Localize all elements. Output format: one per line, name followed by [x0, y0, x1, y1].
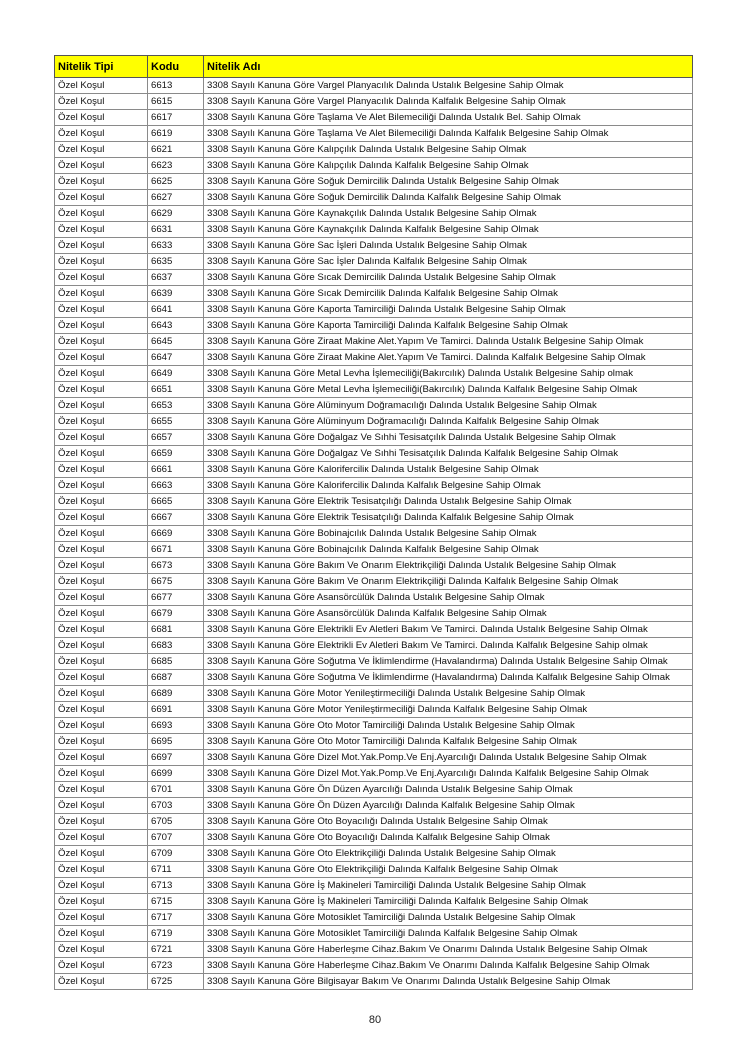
- cell-nitelik-tipi: Özel Koşul: [55, 878, 148, 894]
- cell-nitelik-tipi: Özel Koşul: [55, 846, 148, 862]
- cell-kodu: 6621: [148, 142, 204, 158]
- table-header: [55, 56, 693, 78]
- table-row: [55, 174, 693, 190]
- table-row: [55, 574, 693, 590]
- table-row: [55, 126, 693, 142]
- header-kodu: Kodu: [148, 56, 204, 78]
- table-row: [55, 462, 693, 478]
- table-row: [55, 222, 693, 238]
- cell-nitelik-tipi: Özel Koşul: [55, 542, 148, 558]
- cell-nitelik-tipi: Özel Koşul: [55, 670, 148, 686]
- table-row: [55, 318, 693, 334]
- cell-nitelik-adi: 3308 Sayılı Kanuna Göre Kalıpçılık Dalında Kalfalık Belgesine Sahip Olmak: [204, 158, 693, 174]
- table-row: [55, 654, 693, 670]
- table-row: [55, 478, 693, 494]
- table-row: [55, 910, 693, 926]
- cell-nitelik-tipi: Özel Koşul: [55, 510, 148, 526]
- cell-nitelik-adi: 3308 Sayılı Kanuna Göre Metal Levha İşlemeciliği(Bakırcılık) Dalında Ustalık Belgesine Sahip olmak: [204, 366, 693, 382]
- cell-nitelik-adi: 3308 Sayılı Kanuna Göre Bakım Ve Onarım Elektrikçiliği Dalında Kalfalık Belgesine Sahip Olmak: [204, 574, 693, 590]
- table-row: [55, 142, 693, 158]
- cell-nitelik-tipi: Özel Koşul: [55, 718, 148, 734]
- cell-nitelik-adi: 3308 Sayılı Kanuna Göre Taşlama Ve Alet Bilemeciliği Dalında Kalfalık Belgesine Sahip Olmak: [204, 126, 693, 142]
- cell-kodu: 6651: [148, 382, 204, 398]
- cell-kodu: 6707: [148, 830, 204, 846]
- cell-nitelik-adi: 3308 Sayılı Kanuna Göre Oto Boyacılığı Dalında Kalfalık Belgesine Sahip Olmak: [204, 830, 693, 846]
- cell-kodu: 6671: [148, 542, 204, 558]
- cell-kodu: 6655: [148, 414, 204, 430]
- cell-nitelik-tipi: Özel Koşul: [55, 750, 148, 766]
- cell-nitelik-tipi: Özel Koşul: [55, 622, 148, 638]
- table-row: [55, 686, 693, 702]
- cell-nitelik-tipi: Özel Koşul: [55, 910, 148, 926]
- cell-kodu: 6669: [148, 526, 204, 542]
- cell-nitelik-adi: 3308 Sayılı Kanuna Göre Haberleşme Cihaz.Bakım Ve Onarımı Dalında Ustalık Belgesine Sahip Olmak: [204, 942, 693, 958]
- cell-nitelik-adi: 3308 Sayılı Kanuna Göre Alüminyum Doğramacılığı Dalında Kalfalık Belgesine Sahip Olmak: [204, 414, 693, 430]
- table-row: [55, 766, 693, 782]
- cell-nitelik-tipi: Özel Koşul: [55, 174, 148, 190]
- cell-nitelik-tipi: Özel Koşul: [55, 222, 148, 238]
- cell-kodu: 6711: [148, 862, 204, 878]
- cell-kodu: 6691: [148, 702, 204, 718]
- cell-kodu: 6673: [148, 558, 204, 574]
- cell-kodu: 6713: [148, 878, 204, 894]
- cell-kodu: 6647: [148, 350, 204, 366]
- cell-nitelik-tipi: Özel Koşul: [55, 286, 148, 302]
- cell-nitelik-adi: 3308 Sayılı Kanuna Göre Elektrik Tesisatçılığı Dalında Kalfalık Belgesine Sahip Olmak: [204, 510, 693, 526]
- cell-nitelik-tipi: Özel Koşul: [55, 558, 148, 574]
- table-row: [55, 366, 693, 382]
- cell-nitelik-adi: 3308 Sayılı Kanuna Göre Soğutma Ve İklimlendirme (Havalandırma) Dalında Kalfalık Belgesine Sahip Olmak: [204, 670, 693, 686]
- table-row: [55, 382, 693, 398]
- cell-nitelik-adi: 3308 Sayılı Kanuna Göre Dizel Mot.Yak.Pomp.Ve Enj.Ayarcılığı Dalında Ustalık Belgesine Sahip Olmak: [204, 750, 693, 766]
- cell-kodu: 6679: [148, 606, 204, 622]
- cell-nitelik-tipi: Özel Koşul: [55, 158, 148, 174]
- cell-kodu: 6631: [148, 222, 204, 238]
- table-row: [55, 862, 693, 878]
- cell-kodu: 6617: [148, 110, 204, 126]
- cell-nitelik-adi: 3308 Sayılı Kanuna Göre Kaloriferciliк Dalında Ustalık Belgesine Sahip Olmak: [204, 462, 693, 478]
- cell-nitelik-adi: 3308 Sayılı Kanuna Göre Alüminyum Doğramacılığı Dalında Ustalık Belgesine Sahip Olmak: [204, 398, 693, 414]
- cell-kodu: 6719: [148, 926, 204, 942]
- cell-nitelik-adi: 3308 Sayılı Kanuna Göre Elektrikli Ev Aletleri Bakım Ve Tamirci. Dalında Ustalık Belgesine Sahip Olmak: [204, 622, 693, 638]
- table-row: [55, 190, 693, 206]
- table-row: [55, 350, 693, 366]
- cell-nitelik-tipi: Özel Koşul: [55, 574, 148, 590]
- cell-nitelik-adi: 3308 Sayılı Kanuna Göre Oto Elektrikçiliği Dalında Ustalık Belgesine Sahip Olmak: [204, 846, 693, 862]
- table-row: [55, 782, 693, 798]
- cell-kodu: 6681: [148, 622, 204, 638]
- cell-nitelik-adi: 3308 Sayılı Kanuna Göre Sıcak Demircilik Dalında Ustalık Belgesine Sahip Olmak: [204, 270, 693, 286]
- cell-nitelik-adi: 3308 Sayılı Kanuna Göre Motor Yenileştirmeciliği Dalında Ustalık Belgesine Sahip Olmak: [204, 686, 693, 702]
- cell-kodu: 6687: [148, 670, 204, 686]
- cell-nitelik-adi: 3308 Sayılı Kanuna Göre İş Makineleri Tamirciliği Dalında Kalfalık Belgesine Sahip Olmak: [204, 894, 693, 910]
- cell-nitelik-adi: 3308 Sayılı Kanuna Göre Kaloriferciliк Dalında Kalfalık Belgesine Sahip Olmak: [204, 478, 693, 494]
- cell-kodu: 6635: [148, 254, 204, 270]
- cell-nitelik-tipi: Özel Koşul: [55, 270, 148, 286]
- table-row: [55, 958, 693, 974]
- cell-kodu: 6683: [148, 638, 204, 654]
- cell-nitelik-tipi: Özel Koşul: [55, 190, 148, 206]
- cell-nitelik-tipi: Özel Koşul: [55, 334, 148, 350]
- table-row: [55, 94, 693, 110]
- table-row: [55, 430, 693, 446]
- table-row: [55, 894, 693, 910]
- table-row: [55, 414, 693, 430]
- cell-kodu: 6693: [148, 718, 204, 734]
- table-row: [55, 638, 693, 654]
- cell-kodu: 6633: [148, 238, 204, 254]
- table-row: [55, 542, 693, 558]
- cell-nitelik-adi: 3308 Sayılı Kanuna Göre Sac İşleri Dalında Ustalık Belgesine Sahip Olmak: [204, 238, 693, 254]
- cell-nitelik-adi: 3308 Sayılı Kanuna Göre Bilgisayar Bakım Ve Onarımı Dalında Ustalık Belgesine Sahip Olmak: [204, 974, 693, 990]
- cell-nitelik-tipi: Özel Koşul: [55, 894, 148, 910]
- cell-nitelik-tipi: Özel Koşul: [55, 686, 148, 702]
- cell-kodu: 6659: [148, 446, 204, 462]
- cell-nitelik-adi: 3308 Sayılı Kanuna Göre Kaynakçılık Dalında Ustalık Belgesine Sahip Olmak: [204, 206, 693, 222]
- cell-nitelik-tipi: Özel Koşul: [55, 430, 148, 446]
- cell-kodu: 6649: [148, 366, 204, 382]
- cell-nitelik-adi: 3308 Sayılı Kanuna Göre Ön Düzen Ayarcılığı Dalında Kalfalık Belgesine Sahip Olmak: [204, 798, 693, 814]
- cell-nitelik-tipi: Özel Koşul: [55, 942, 148, 958]
- cell-nitelik-tipi: Özel Koşul: [55, 78, 148, 94]
- table-row: [55, 558, 693, 574]
- cell-nitelik-tipi: Özel Koşul: [55, 494, 148, 510]
- cell-nitelik-tipi: Özel Koşul: [55, 958, 148, 974]
- table-row: [55, 846, 693, 862]
- cell-nitelik-tipi: Özel Koşul: [55, 478, 148, 494]
- cell-nitelik-tipi: Özel Koşul: [55, 126, 148, 142]
- cell-kodu: 6667: [148, 510, 204, 526]
- cell-nitelik-tipi: Özel Koşul: [55, 654, 148, 670]
- cell-kodu: 6699: [148, 766, 204, 782]
- cell-nitelik-adi: 3308 Sayılı Kanuna Göre Soğuk Demircilik Dalında Kalfalık Belgesine Sahip Olmak: [204, 190, 693, 206]
- cell-nitelik-tipi: Özel Koşul: [55, 830, 148, 846]
- cell-nitelik-adi: 3308 Sayılı Kanuna Göre İş Makineleri Tamirciliği Dalında Ustalık Belgesine Sahip Olmak: [204, 878, 693, 894]
- cell-kodu: 6703: [148, 798, 204, 814]
- cell-nitelik-tipi: Özel Koşul: [55, 462, 148, 478]
- header-nitelik-tipi: Nitelik Tipi: [55, 56, 148, 78]
- cell-nitelik-tipi: Özel Koşul: [55, 318, 148, 334]
- cell-nitelik-adi: 3308 Sayılı Kanuna Göre Soğuk Demircilik Dalında Ustalık Belgesine Sahip Olmak: [204, 174, 693, 190]
- table-row: [55, 718, 693, 734]
- cell-kodu: 6623: [148, 158, 204, 174]
- cell-nitelik-adi: 3308 Sayılı Kanuna Göre Ziraat Makine Alet.Yapım Ve Tamirci. Dalında Ustalık Belgesine Sahip Olmak: [204, 334, 693, 350]
- cell-nitelik-adi: 3308 Sayılı Kanuna Göre Ön Düzen Ayarcılığı Dalında Ustalık Belgesine Sahip Olmak: [204, 782, 693, 798]
- cell-nitelik-adi: 3308 Sayılı Kanuna Göre Vargel Planyacılık Dalında Ustalık Belgesine Sahip Olmak: [204, 78, 693, 94]
- cell-kodu: 6615: [148, 94, 204, 110]
- cell-nitelik-tipi: Özel Koşul: [55, 142, 148, 158]
- cell-kodu: 6653: [148, 398, 204, 414]
- cell-nitelik-adi: 3308 Sayılı Kanuna Göre Kaporta Tamirciliği Dalında Ustalık Belgesine Sahip Olmak: [204, 302, 693, 318]
- cell-kodu: 6705: [148, 814, 204, 830]
- header-nitelik-adi: Nitelik Adı: [204, 56, 693, 78]
- table-row: [55, 78, 693, 94]
- table-row: [55, 670, 693, 686]
- table-row: [55, 158, 693, 174]
- cell-kodu: 6625: [148, 174, 204, 190]
- cell-nitelik-adi: 3308 Sayılı Kanuna Göre Elektrikli Ev Aletleri Bakım Ve Tamirci. Dalında Kalfalık Belgesine Sahip olmak: [204, 638, 693, 654]
- table-row: [55, 606, 693, 622]
- table-row: [55, 830, 693, 846]
- cell-nitelik-tipi: Özel Koşul: [55, 366, 148, 382]
- cell-kodu: 6637: [148, 270, 204, 286]
- table-row: [55, 734, 693, 750]
- cell-nitelik-adi: 3308 Sayılı Kanuna Göre Ziraat Makine Alet.Yapım Ve Tamirci. Dalında Kalfalık Belgesine Sahip Olmak: [204, 350, 693, 366]
- cell-kodu: 6639: [148, 286, 204, 302]
- cell-nitelik-tipi: Özel Koşul: [55, 702, 148, 718]
- cell-nitelik-tipi: Özel Koşul: [55, 638, 148, 654]
- cell-nitelik-adi: 3308 Sayılı Kanuna Göre Metal Levha İşlemeciliği(Bakırcılık) Dalında Kalfalık Belgesine Sahip Olmak: [204, 382, 693, 398]
- cell-nitelik-adi: 3308 Sayılı Kanuna Göre Vargel Planyacılık Dalında Kalfalık Belgesine Sahip Olmak: [204, 94, 693, 110]
- cell-kodu: 6717: [148, 910, 204, 926]
- cell-kodu: 6723: [148, 958, 204, 974]
- cell-nitelik-tipi: Özel Koşul: [55, 814, 148, 830]
- cell-nitelik-adi: 3308 Sayılı Kanuna Göre Kaynakçılık Dalında Kalfalık Belgesine Sahip Olmak: [204, 222, 693, 238]
- cell-nitelik-tipi: Özel Koşul: [55, 110, 148, 126]
- cell-kodu: 6701: [148, 782, 204, 798]
- cell-nitelik-tipi: Özel Koşul: [55, 862, 148, 878]
- cell-nitelik-tipi: Özel Koşul: [55, 782, 148, 798]
- cell-kodu: 6629: [148, 206, 204, 222]
- cell-nitelik-tipi: Özel Koşul: [55, 414, 148, 430]
- cell-nitelik-tipi: Özel Koşul: [55, 206, 148, 222]
- cell-kodu: 6665: [148, 494, 204, 510]
- table-row: [55, 526, 693, 542]
- cell-nitelik-tipi: Özel Koşul: [55, 350, 148, 366]
- cell-nitelik-adi: 3308 Sayılı Kanuna Göre Oto Elektrikçiliği Dalında Kalfalık Belgesine Sahip Olmak: [204, 862, 693, 878]
- table-row: [55, 206, 693, 222]
- cell-nitelik-tipi: Özel Koşul: [55, 254, 148, 270]
- table-row: [55, 286, 693, 302]
- cell-nitelik-tipi: Özel Koşul: [55, 302, 148, 318]
- cell-kodu: 6697: [148, 750, 204, 766]
- cell-kodu: 6715: [148, 894, 204, 910]
- table-row: [55, 798, 693, 814]
- cell-nitelik-tipi: Özel Koşul: [55, 734, 148, 750]
- cell-kodu: 6675: [148, 574, 204, 590]
- cell-nitelik-tipi: Özel Koşul: [55, 526, 148, 542]
- table-row: [55, 398, 693, 414]
- cell-nitelik-adi: 3308 Sayılı Kanuna Göre Asansörcülük Dalında Ustalık Belgesine Sahip Olmak: [204, 590, 693, 606]
- cell-nitelik-tipi: Özel Koşul: [55, 590, 148, 606]
- page-number: 80: [368, 1014, 382, 1026]
- table-row: [55, 254, 693, 270]
- table-row: [55, 510, 693, 526]
- cell-kodu: 6657: [148, 430, 204, 446]
- cell-nitelik-adi: 3308 Sayılı Kanuna Göre Doğalgaz Ve Sıhhi Tesisatçılık Dalında Ustalık Belgesine Sahip Olmak: [204, 430, 693, 446]
- cell-kodu: 6677: [148, 590, 204, 606]
- cell-kodu: 6643: [148, 318, 204, 334]
- cell-kodu: 6725: [148, 974, 204, 990]
- table-row: [55, 878, 693, 894]
- cell-nitelik-adi: 3308 Sayılı Kanuna Göre Motosiklet Tamirciliği Dalında Ustalık Belgesine Sahip Olmak: [204, 910, 693, 926]
- cell-nitelik-tipi: Özel Koşul: [55, 606, 148, 622]
- cell-nitelik-adi: 3308 Sayılı Kanuna Göre Oto Motor Tamirciliği Dalında Ustalık Belgesine Sahip Olmak: [204, 718, 693, 734]
- cell-nitelik-adi: 3308 Sayılı Kanuna Göre Motor Yenileştirmeciliği Dalında Kalfalık Belgesine Sahip Olmak: [204, 702, 693, 718]
- cell-kodu: 6695: [148, 734, 204, 750]
- table-row: [55, 750, 693, 766]
- table-row: [55, 302, 693, 318]
- cell-nitelik-adi: 3308 Sayılı Kanuna Göre Sıcak Demircilik Dalında Kalfalık Belgesine Sahip Olmak: [204, 286, 693, 302]
- cell-nitelik-adi: 3308 Sayılı Kanuna Göre Haberleşme Cihaz.Bakım Ve Onarımı Dalında Kalfalık Belgesine Sahip Olmak: [204, 958, 693, 974]
- cell-nitelik-tipi: Özel Koşul: [55, 798, 148, 814]
- cell-nitelik-adi: 3308 Sayılı Kanuna Göre Bobinajcılık Dalında Ustalık Belgesine Sahip Olmak: [204, 526, 693, 542]
- cell-nitelik-adi: 3308 Sayılı Kanuna Göre Elektrik Tesisatçılığı Dalında Ustalık Belgesine Sahip Olmak: [204, 494, 693, 510]
- table-row: [55, 494, 693, 510]
- cell-kodu: 6645: [148, 334, 204, 350]
- cell-kodu: 6619: [148, 126, 204, 142]
- cell-kodu: 6627: [148, 190, 204, 206]
- cell-nitelik-adi: 3308 Sayılı Kanuna Göre Taşlama Ve Alet Bilemeciliği Dalında Ustalık Bel. Sahip Olmak: [204, 110, 693, 126]
- cell-nitelik-tipi: Özel Koşul: [55, 238, 148, 254]
- table-row: [55, 974, 693, 990]
- cell-nitelik-adi: 3308 Sayılı Kanuna Göre Doğalgaz Ve Sıhhi Tesisatçılık Dalında Kalfalık Belgesine Sahip Olmak: [204, 446, 693, 462]
- table-row: [55, 270, 693, 286]
- table-row: [55, 622, 693, 638]
- cell-nitelik-tipi: Özel Koşul: [55, 446, 148, 462]
- cell-nitelik-adi: 3308 Sayılı Kanuna Göre Sac İşler Dalında Kalfalık Belgesine Sahip Olmak: [204, 254, 693, 270]
- cell-nitelik-adi: 3308 Sayılı Kanuna Göre Dizel Mot.Yak.Pomp.Ve Enj.Ayarcılığı Dalında Kalfalık Belgesine Sahip Olmak: [204, 766, 693, 782]
- cell-nitelik-tipi: Özel Koşul: [55, 382, 148, 398]
- table-row: [55, 814, 693, 830]
- cell-kodu: 6685: [148, 654, 204, 670]
- cell-kodu: 6613: [148, 78, 204, 94]
- table-row: [55, 238, 693, 254]
- table-row: [55, 702, 693, 718]
- table-body: [55, 78, 693, 990]
- cell-nitelik-tipi: Özel Koşul: [55, 974, 148, 990]
- table-row: [55, 446, 693, 462]
- cell-nitelik-adi: 3308 Sayılı Kanuna Göre Bakım Ve Onarım Elektrikçiliği Dalında Ustalık Belgesine Sahip Olmak: [204, 558, 693, 574]
- cell-nitelik-tipi: Özel Koşul: [55, 398, 148, 414]
- table-row: [55, 942, 693, 958]
- cell-nitelik-tipi: Özel Koşul: [55, 766, 148, 782]
- cell-kodu: 6641: [148, 302, 204, 318]
- table-row: [55, 110, 693, 126]
- cell-nitelik-adi: 3308 Sayılı Kanuna Göre Motosiklet Tamirciliği Dalında Kalfalık Belgesine Sahip Olmak: [204, 926, 693, 942]
- cell-nitelik-adi: 3308 Sayılı Kanuna Göre Kaporta Tamirciliği Dalında Kalfalık Belgesine Sahip Olmak: [204, 318, 693, 334]
- cell-nitelik-tipi: Özel Koşul: [55, 94, 148, 110]
- cell-kodu: 6721: [148, 942, 204, 958]
- table-row: [55, 590, 693, 606]
- cell-nitelik-adi: 3308 Sayılı Kanuna Göre Asansörcülük Dalında Kalfalık Belgesine Sahip Olmak: [204, 606, 693, 622]
- cell-kodu: 6689: [148, 686, 204, 702]
- table-row: [55, 334, 693, 350]
- table-row: [55, 926, 693, 942]
- cell-nitelik-adi: 3308 Sayılı Kanuna Göre Oto Boyacılığı Dalında Ustalık Belgesine Sahip Olmak: [204, 814, 693, 830]
- cell-kodu: 6709: [148, 846, 204, 862]
- cell-nitelik-adi: 3308 Sayılı Kanuna Göre Oto Motor Tamirciliği Dalında Kalfalık Belgesine Sahip Olmak: [204, 734, 693, 750]
- cell-kodu: 6661: [148, 462, 204, 478]
- cell-kodu: 6663: [148, 478, 204, 494]
- cell-nitelik-adi: 3308 Sayılı Kanuna Göre Soğutma Ve İklimlendirme (Havalandırma) Dalında Ustalık Belgesine Sahip Olmak: [204, 654, 693, 670]
- cell-nitelik-adi: 3308 Sayılı Kanuna Göre Kalıpçılık Dalında Ustalık Belgesine Sahip Olmak: [204, 142, 693, 158]
- header-row: [55, 56, 693, 78]
- cell-nitelik-tipi: Özel Koşul: [55, 926, 148, 942]
- qualifications-table: [54, 55, 693, 990]
- cell-nitelik-adi: 3308 Sayılı Kanuna Göre Bobinajcılık Dalında Kalfalık Belgesine Sahip Olmak: [204, 542, 693, 558]
